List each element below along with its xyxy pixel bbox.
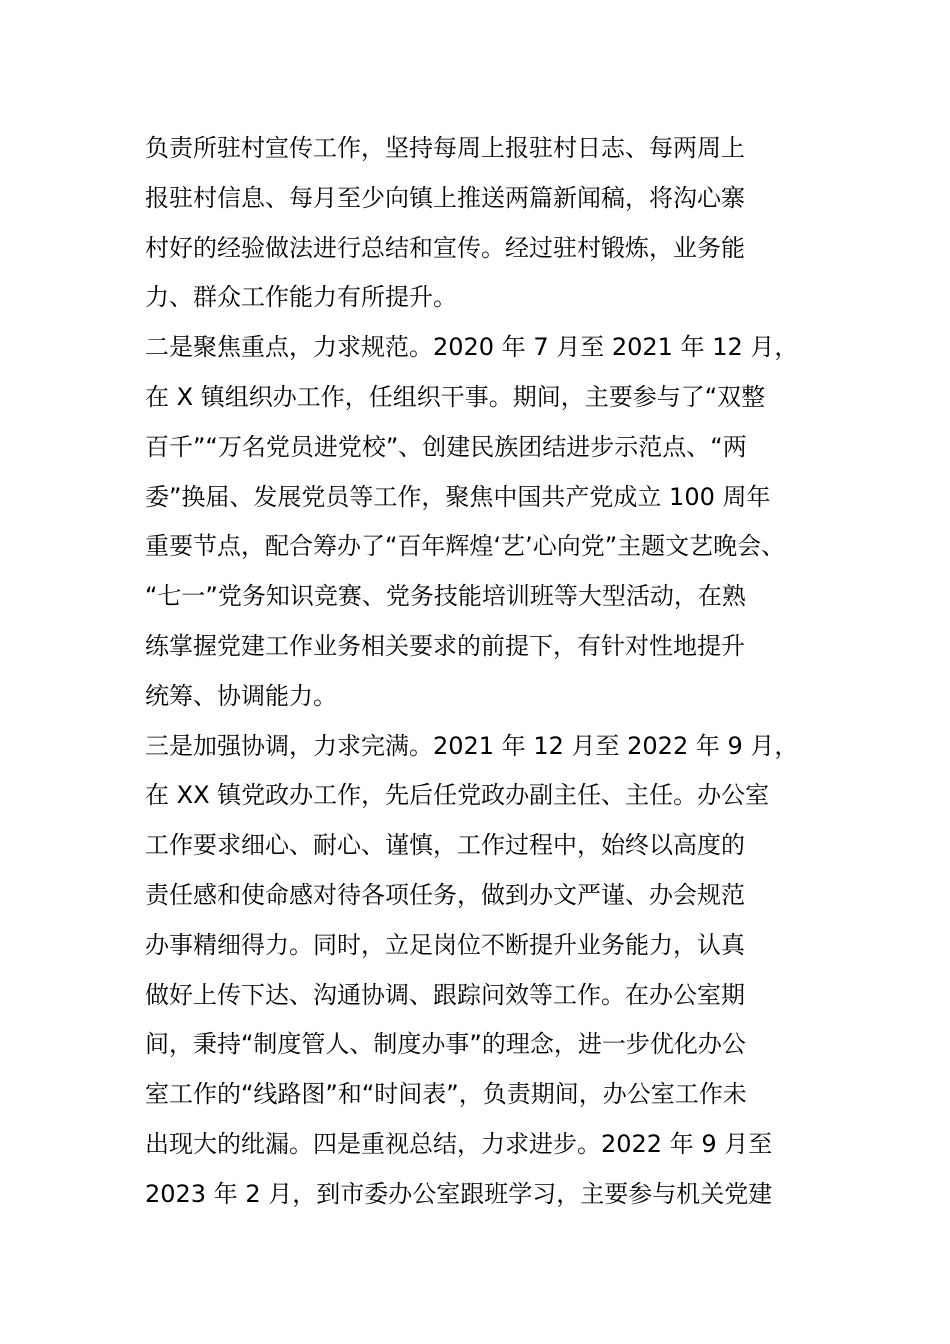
text-line-8: 委”换届、发展党员等工作，聚焦中国共产党成立 100 周年 [145, 482, 771, 511]
text-line-13: 三是加强协调，力求完满。2021 年 12 月至 2022 年 9 月， [145, 731, 799, 760]
text-line-21: 出现大的纰漏。四是重视总结，力求进步。2022 年 9 月至 [145, 1129, 773, 1158]
text-line-20: 室工作的“线路图”和“时间表”，负责期间，办公室工作未 [145, 1080, 747, 1109]
text-line-17: 办事精细得力。同时，立足岗位不断提升业务能力，认真 [145, 930, 745, 959]
text-line-3: 村好的经验做法进行总结和宣传。经过驻村锻炼，业务能 [145, 233, 745, 262]
text-line-2: 报驻村信息、每月至少向镇上推送两篇新闻稿，将沟心寨 [145, 183, 745, 212]
text-line-10: “七一”党务知识竞赛、党务技能培训班等大型活动，在熟 [145, 582, 746, 611]
text-line-6: 在 X 镇组织办工作，任组织干事。期间，主要参与了“双整 [145, 382, 766, 411]
text-line-12: 统筹、协调能力。 [145, 681, 337, 710]
text-line-16: 责任感和使命感对待各项任务，做到办文严谨、办会规范 [145, 880, 745, 909]
text-line-4: 力、群众工作能力有所提升。 [145, 283, 457, 312]
text-line-1: 负责所驻村宣传工作，坚持每周上报驻村日志、每两周上 [145, 134, 745, 162]
text-line-7: 百千”“万名党员进党校”、创建民族团结进步示范点、“两 [145, 432, 747, 461]
text-line-5: 二是聚焦重点，力求规范。2020 年 7 月至 2021 年 12 月， [145, 333, 799, 362]
text-line-11: 练掌握党建工作业务相关要求的前提下，有针对性地提升 [145, 631, 745, 660]
text-line-18: 做好上传下达、沟通协调、跟踪问效等工作。在办公室期 [145, 980, 745, 1009]
text-line-14: 在 XX 镇党政办工作，先后任党政办副主任、主任。办公室 [145, 781, 770, 810]
text-line-22: 2023 年 2 月，到市委办公室跟班学习，主要参与机关党建 [145, 1179, 773, 1208]
document-body [145, 124, 825, 1220]
text-line-19: 间，秉持“制度管人、制度办事”的理念，进一步优化办公 [145, 1030, 746, 1059]
text-line-9: 重要节点，配合筹办了“百年辉煌‘艺’心向党”主题文艺晚会、 [145, 532, 786, 561]
text-line-15: 工作要求细心、耐心、谨慎，工作过程中，始终以高度的 [145, 831, 745, 860]
